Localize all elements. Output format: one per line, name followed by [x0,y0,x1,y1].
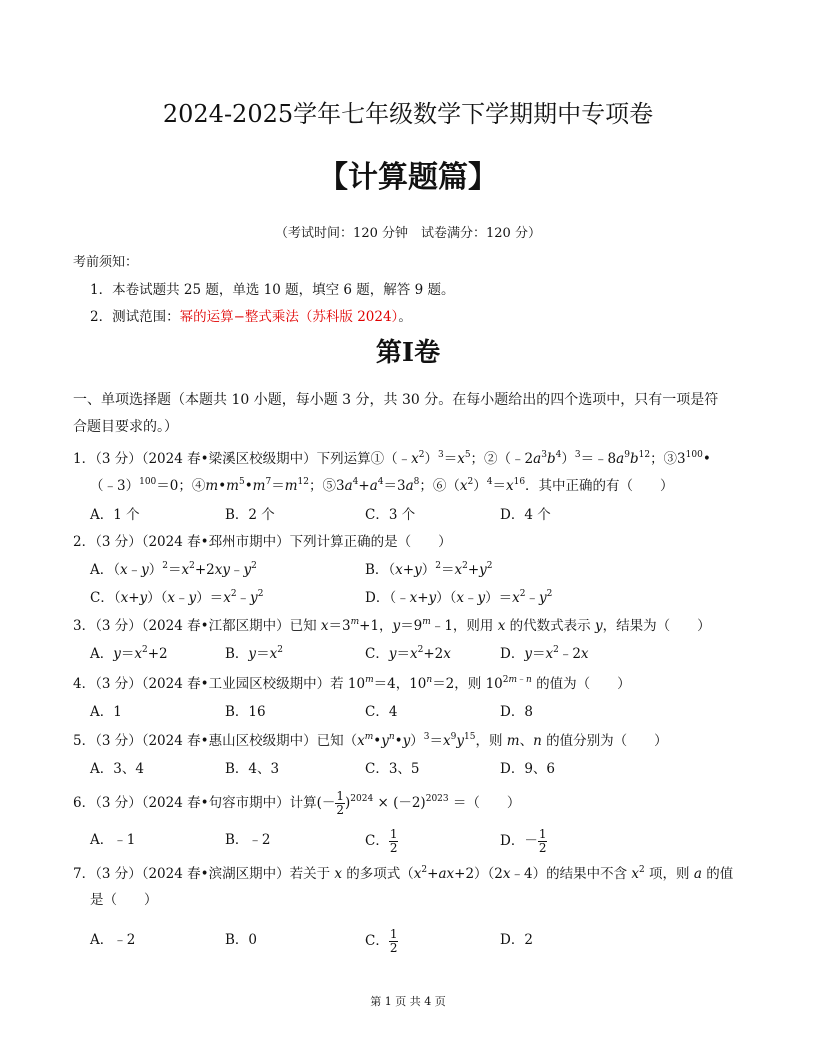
question-3-stem: 3．（3 分）（2024 春•江都区期中）已知 $x=3^m+1$，$y=9^m﹣1$，则用 x 的代数式表示 y，结果为（ ） [73,617,711,634]
option-b[interactable]: B．$(x+y)^2=x^2+y^2$ [365,561,493,578]
notes-item-1: 1．本卷试题共 25 题，单选 10 题，填空 6 题，解答 9 题。 [90,282,455,298]
option-c[interactable]: C．$(x+y)(x﹣y)=x^2﹣y^2$ [90,589,264,606]
option-d[interactable]: D．4 个 [500,507,551,523]
option-d[interactable]: D．$y=x^2﹣2x$ [500,645,589,662]
exam-info: （考试时间：120 分钟 试卷满分：120 分） [275,226,541,241]
section-heading-line2: 合题目要求的。） [73,419,178,435]
question-2-stem: 2．（3 分）（2024 春•邳州市期中）下列计算正确的是（ ） [73,534,452,550]
notes-heading: 考前须知： [73,255,139,270]
option-c[interactable]: C．$y=x^2+2x$ [365,645,451,662]
exam-subtitle: 【计算题篇】 [318,160,498,195]
option-b[interactable]: B．$y=x^2$ [225,645,283,662]
question-7-stem: 7．（3 分）（2024 春•滨湖区期中）若关于 x 的多项式$(x^2+ax+2)(2x﹣4)$的结果中不含 $x^2$ 项，则 a 的值 [73,865,734,882]
question-1-stem-cont: （﹣3）$^{100}$＝0；$④m•m^5•m^7=m^{12}$；$⑤3a^4+a^4=3a^8$；$⑥(x^2)^4=x^{16}$．其中正确的有（ ） [90,477,674,494]
option-d[interactable]: D．9、6 [500,761,556,777]
section-heading-line1: 一、单项选择题（本题共 10 小题，每小题 3 分，共 30 分。在每小题给出的四个选项中，只有一项是符 [73,392,719,408]
option-c[interactable]: C．3、5 [365,761,420,777]
option-c[interactable]: C．4 [365,704,398,720]
notes-item-2-suffix: 。 [398,309,412,325]
option-a[interactable]: A．3、4 [90,761,144,777]
option-a[interactable]: A．$y=x^2+2$ [90,645,168,662]
question-7-stem-cont: 是（ ） [90,892,158,908]
question-6-stem: 6．（3 分）（2024 春•句容市期中）计算(－ $\frac{1}{2}$ )$^{2024} \times (-2)^{2023}$ ＝（ ） [73,789,521,817]
option-b[interactable]: B．2 个 [225,507,275,523]
option-d[interactable]: D．－ $\frac{1}{2}$ [500,827,547,855]
volume-title: 第Ⅰ卷 [375,338,441,368]
option-b[interactable]: B．﹣2 [225,832,271,848]
question-4-stem: 4．（3 分）（2024 春•工业园区校级期中）若 $10^m=4$，$10^n=2$，则 $10^{2m﹣n}$ 的值为（ ） [73,675,631,692]
option-b[interactable]: B．16 [225,704,266,720]
notes-item-2 [90,308,412,326]
option-c[interactable]: C． $\frac{1}{2}$ [365,927,398,955]
question-1-stem: 1．（3 分）（2024 春•梁溪区校级期中）下列运算$①(﹣x^2)^3=x^5$；$②(﹣2a^3b^4)^3=﹣8a^9b^{12}$；$③3^{100}•$ [73,450,711,467]
page-footer: 第 1 页 共 4 页 [370,995,446,1008]
question-5-stem: 5．（3 分）（2024 春•惠山区校级期中）已知$(x^m•y^n•y)^3=x^9y^{15}$，则 m、n 的值分别为（ ） [73,732,668,749]
option-a[interactable]: A．$(x﹣y)^2=x^2+2xy﹣y^2$ [90,561,257,578]
option-c[interactable]: C．3 个 [365,507,416,523]
option-d[interactable]: D．8 [500,704,533,720]
exam-title: 2024-2025学年七年级数学下学期期中专项卷 [162,100,654,128]
option-d[interactable]: D．2 [500,932,533,948]
option-a[interactable]: A．1 [90,704,122,720]
option-a[interactable]: A．1 个 [90,507,140,523]
test-scope: 幂的运算−整式乘法（苏科版 2024） [179,309,399,325]
option-d[interactable]: D．$(﹣x+y)(x﹣y)=x^2﹣y^2$ [365,589,553,606]
option-b[interactable]: B．4、3 [225,761,280,777]
notes-item-2-prefix: 2．测试范围： [90,309,180,325]
option-b[interactable]: B．0 [225,932,258,948]
option-c[interactable]: C． $\frac{1}{2}$ [365,827,398,855]
option-a[interactable]: A．﹣1 [90,832,136,848]
option-a[interactable]: A．﹣2 [90,932,136,948]
